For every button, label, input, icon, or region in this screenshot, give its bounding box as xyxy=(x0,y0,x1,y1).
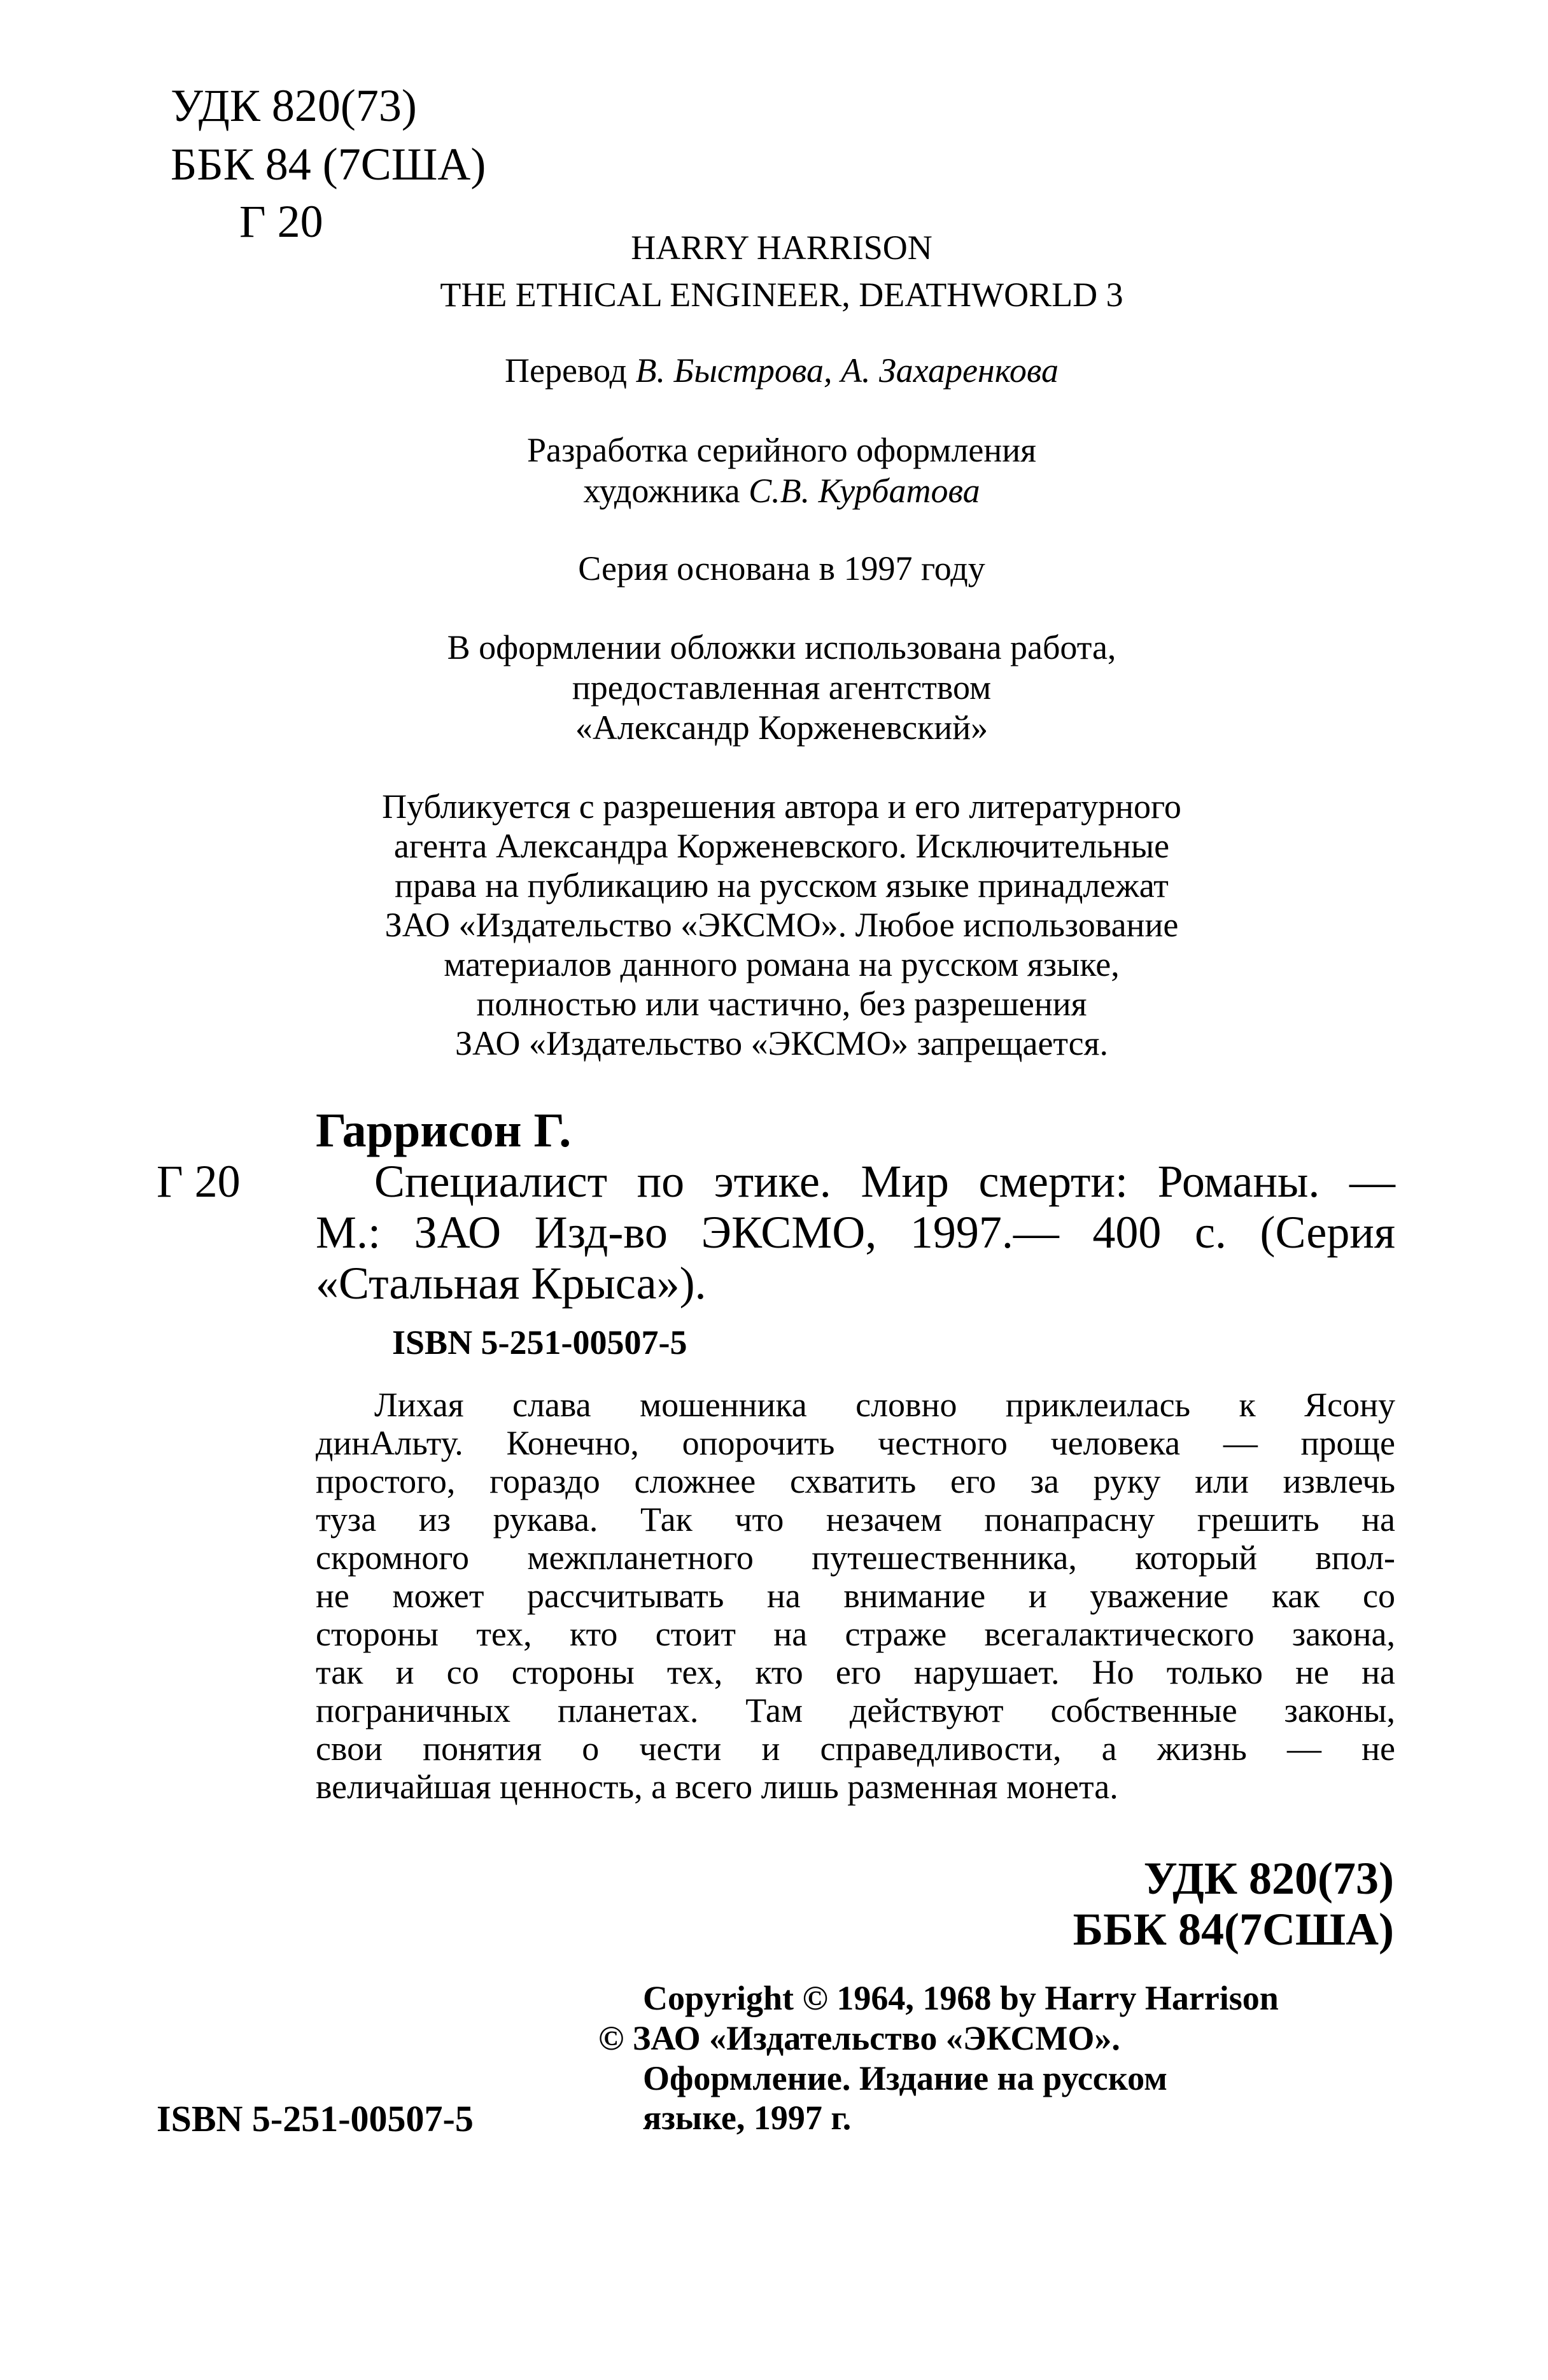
catalog-entry-line: Специалист по этике. Мир смерти: Романы. — xyxy=(374,1156,1395,1207)
copyright-line: Оформление. Издание на русском xyxy=(643,2059,1167,2097)
rights-line: ЗАО «Издательство «ЭКСМО». Любое использование xyxy=(384,906,1179,944)
original-author: HARRY HARRISON xyxy=(631,229,932,267)
annotation-line: стороны тех, кто стоит на страже всегалактического закона, xyxy=(316,1615,1395,1653)
design-line-2 xyxy=(8,474,1548,508)
rights-line: Публикуется с разрешения автора и его литературного xyxy=(382,787,1181,826)
translators: В. Быстрова, А. Захаренкова xyxy=(635,351,1059,390)
annotation-line: свои понятия о чести и справедливости, а жизнь — не xyxy=(316,1729,1395,1768)
rights-line: агента Александра Корженевского. Исключительные xyxy=(393,827,1170,865)
catalog-author: Гаррисон Г. xyxy=(316,1104,572,1157)
annotation-line: так и со стороны тех, кто его нарушает. Но только не на xyxy=(316,1653,1395,1691)
catalog-isbn: ISBN 5-251-00507-5 xyxy=(392,1323,687,1362)
annotation-line: Лихая слава мошенника словно приклеилась к Ясону xyxy=(374,1386,1395,1424)
udk-header: УДК 820(73) xyxy=(171,80,417,131)
cover-line-3: «Александр Корженевский» xyxy=(575,708,989,747)
catalog-entry-line: «Стальная Крыса»). xyxy=(316,1258,707,1309)
original-title: THE ETHICAL ENGINEER, DEATHWORLD 3 xyxy=(440,276,1123,314)
design-prefix: художника xyxy=(583,472,749,510)
copyright-line: Copyright © 1964, 1968 by Harry Harrison xyxy=(643,1979,1279,2017)
copyright-line: языке, 1997 г. xyxy=(643,2099,852,2137)
annotation-line: простого, гораздо сложнее схватить его за руку или извлечь xyxy=(316,1462,1395,1500)
rights-line: ЗАО «Издательство «ЭКСМО» запрещается. xyxy=(455,1024,1108,1062)
rights-line: полностью или частично, без разрешения xyxy=(476,985,1087,1023)
annotation-line: пограничных планетах. Там действуют собственные законы, xyxy=(316,1691,1395,1729)
udk-footer: УДК 820(73) xyxy=(1143,1853,1394,1904)
design-line-1: Разработка серийного оформления xyxy=(526,431,1037,469)
translation-prefix: Перевод xyxy=(505,351,636,390)
classification-code-header: Г 20 xyxy=(239,196,323,247)
copyright-line: © ЗАО «Издательство «ЭКСМО». xyxy=(598,2019,1120,2057)
series-founded: Серия основана в 1997 году xyxy=(578,549,985,588)
catalog-code: Г 20 xyxy=(157,1156,241,1207)
translation-credit xyxy=(8,353,1548,388)
annotation-line: динАльту. Конечно, опорочить честного человека — проще xyxy=(316,1424,1395,1462)
annotation-line: не может рассчитывать на внимание и уважение как со xyxy=(316,1577,1395,1615)
rights-line: материалов данного романа на русском языке, xyxy=(444,945,1120,983)
footer-isbn: ISBN 5-251-00507-5 xyxy=(157,2098,474,2139)
rights-line: права на публикацию на русском языке принадлежат xyxy=(395,866,1169,905)
annotation-line: величайшая ценность, а всего лишь разменная монета. xyxy=(316,1768,1118,1806)
cover-line-1: В оформлении обложки использована работа, xyxy=(447,628,1116,666)
cover-line-2: предоставленная агентством xyxy=(572,668,992,707)
bbk-footer: ББК 84(7США) xyxy=(1073,1904,1394,1955)
design-artist: С.В. Курбатова xyxy=(749,472,980,510)
bbk-header: ББК 84 (7США) xyxy=(171,139,486,190)
catalog-entry-line: М.: ЗАО Изд-во ЭКСМО, 1997.— 400 с. (Серия xyxy=(316,1207,1395,1258)
annotation-line: туза из рукава. Так что незачем понапрасну грешить на xyxy=(316,1500,1395,1539)
annotation-line: скромного межпланетного путешественника, который впол- xyxy=(316,1539,1395,1577)
